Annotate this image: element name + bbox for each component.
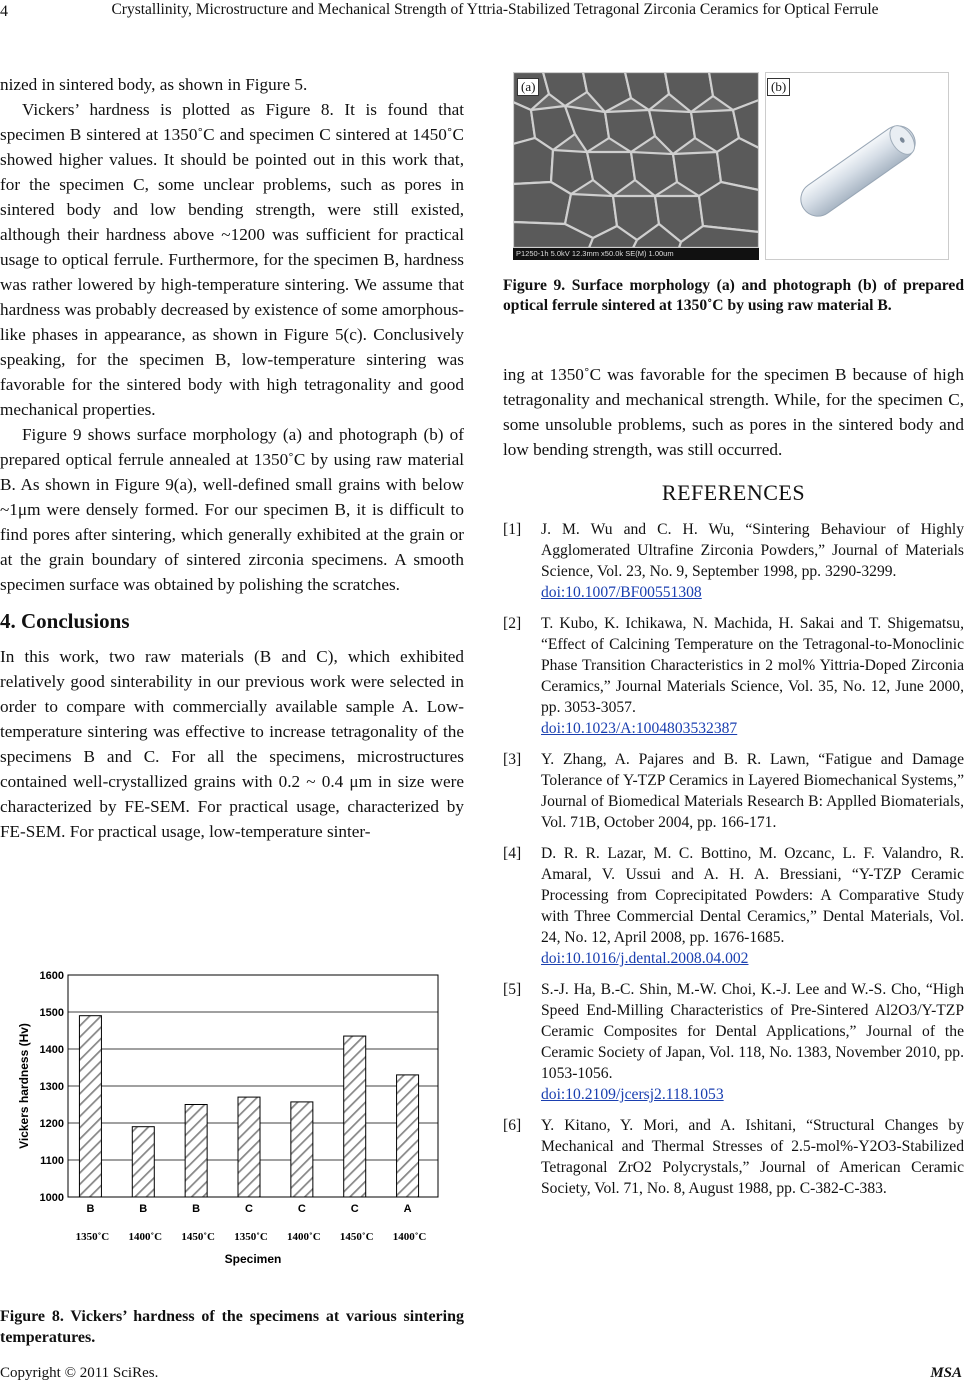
ferrule-image (766, 73, 948, 259)
y-tick-label: 1600 (39, 970, 64, 982)
right-column (503, 362, 964, 1209)
reference-item (503, 519, 964, 603)
chart-bars (79, 1016, 418, 1197)
reference-item (503, 979, 964, 1105)
reference-number: [3] (503, 751, 522, 768)
reference-number: [1] (503, 521, 522, 538)
x-category-label: B (139, 1203, 148, 1215)
bar (79, 1016, 101, 1197)
x-temperature-label: 1400˚C (392, 1231, 427, 1243)
x-temperature-label: 1400˚C (287, 1231, 321, 1243)
reference-item (503, 613, 964, 739)
y-tick-label: 1500 (39, 1007, 64, 1019)
doi-link[interactable]: doi:10.2109/jcersj2.118.1053 (541, 1086, 724, 1103)
page-header (0, 0, 968, 44)
references-heading: REFERENCES (661, 480, 806, 505)
bar (238, 1097, 260, 1197)
figure-9-caption: Figure 9. Surface morphology (a) and photograph (b) of prepared optical ferrule sintered at 1350˚C by using raw material B. (503, 277, 964, 314)
page-footer (0, 1365, 968, 1382)
bar (397, 1075, 419, 1197)
x-temperature-label: 1400˚C (128, 1231, 163, 1243)
doi-link[interactable]: doi:10.1023/A:1004803532387 (541, 720, 738, 737)
reference-text: D. R. R. Lazar, M. C. Bottino, M. Ozcanc, L. F. Valandro, R. Amaral, V. Ussui and A. H. A. Bressiani, “Y-TZP Ceramic Processing from Coprecipitated Powders: A Comparative Study with Three Commercial Dental Ceramics,” Dental Materials, Vol. 24, No. 12, April 2008, pp. 1676-1685. (541, 845, 964, 946)
journal-abbrev: MSA (930, 1365, 962, 1381)
y-tick-label: 1300 (39, 1081, 64, 1093)
ferrule-photograph (765, 72, 949, 260)
reference-text: S.-J. Ha, B.-C. Shin, M.-W. Choi, K.-J. Lee and W.-S. Cho, “High Speed End-Milling Characteristics of Pre-Sintered Al2O3/Y-TZP Ceramic Composites for Dental Applications,” Journal of the Ceramic Society of Japan, Vol. 118, No. 1383, November 2010, pp. 1053-1056. (541, 981, 964, 1082)
bar (185, 1105, 207, 1198)
page-number: 4 (0, 3, 8, 20)
x-category-label: C (297, 1203, 306, 1215)
reference-text: Y. Kitano, Y. Mori, and A. Ishitani, “Structural Changes by Mechanical and Thermal Stresses of 2.5-mol%-Y2O3-Stabilized Tetragonal ZrO2 Polycrystals,” Journal of American Ceramic Society, Vol. 71, No. 8, August 1988, pp. C-382-C-383. (541, 1117, 964, 1197)
grain-texture (513, 72, 759, 248)
x-temperature-label: 1350˚C (75, 1231, 110, 1243)
y-tick-label: 1200 (39, 1118, 64, 1130)
bar (132, 1127, 154, 1197)
figure-8-chart (10, 970, 470, 1280)
section-heading-conclusions: 4. Conclusions (0, 609, 130, 633)
reference-list (503, 519, 964, 1199)
left-column (0, 72, 464, 844)
figure-9b-label: (b) (767, 78, 790, 96)
figure-9 (513, 72, 949, 262)
x-category-label: B (86, 1203, 95, 1215)
reference-item (503, 749, 964, 833)
figure-8-caption: Figure 8. Vickers’ hardness of the specimens at various sintering temperatures. (0, 1308, 464, 1346)
left-paragraph-3: Figure 9 shows surface morphology (a) and photograph (b) of prepared optical ferrule annealed at 1350˚C by using raw material B. As shown in Figure 9(a), well-defined small grains with below ~1μm were densely formed. For our specimen B, it is difficult to find pores after sintering, which generally exhibited at the grain or at the grain boundary of sintered zirconia specimens. A smooth specimen surface was obtained by polishing the scratches. (0, 425, 464, 594)
x-category-label: B (192, 1203, 201, 1215)
reference-item (503, 843, 964, 969)
x-category-label: C (350, 1203, 359, 1215)
y-tick-labels (40, 970, 64, 1204)
sem-info-bar: P1250-1h 5.0kV 12.3mm x50.0k SE(M) 1.00um (513, 248, 759, 260)
left-paragraph-2: Vickers’ hardness is plotted as Figure 8. It is found that specimen B sintered at 1350˚C and specimen C sintered at 1450˚C showed higher values. It should be pointed out in this work that, for the specimen C, some unclear problems, such as pores in sintered body and low bending strength, were still existed, although their hardness above ~1200 was sufficient for practical usage to optical ferrule. Furthermore, for the specimen B, hardness was rather lowered by high-temperature sintering. We assume that hardness was probably decreased by existence of some amorphous-like phases in appearance, as shown in Figure 5(c). Conclusively speaking, for the specimen B, low-temperature sintering was favorable for the sintered body with high tetragonality and good mechanical properties. (0, 100, 464, 419)
x-category-label: A (403, 1203, 412, 1215)
x-temperature-labels (76, 1231, 427, 1243)
reference-item (503, 1115, 964, 1199)
x-axis-label: Specimen (224, 1252, 282, 1266)
x-category-labels (86, 1203, 411, 1215)
reference-text: Y. Zhang, A. Pajares and B. R. Lawn, “Fatigue and Damage Tolerance of Y-TZP Ceramics in Layered Biomechanical Systems,” Journal of Biomedical Materials Research B: Applled Biomaterials, Vol. 71B, October 2004, pp. 166-171. (541, 751, 964, 831)
x-category-label: C (245, 1203, 253, 1215)
sem-micrograph-image (513, 72, 759, 260)
y-tick-label: 1100 (40, 1155, 64, 1167)
reference-text: T. Kubo, K. Ichikawa, N. Machida, H. Sakai and T. Shigematsu, “Effect of Calcining Temperature on the Tetragonal-to-Monoclinic Phase Transition Characteristics in 2 mol% Yittria-Doped Zirconia Ceramics,” Journal Materials Science, Vol. 35, No. 12, June 2000, pp. 3053-3057. (541, 615, 964, 716)
x-temperature-label: 1350˚C (234, 1231, 268, 1243)
x-temperature-label: 1450˚C (181, 1231, 215, 1243)
left-paragraph-1: nized in sintered body, as shown in Figure 5. (0, 75, 308, 94)
left-paragraph-4: In this work, two raw materials (B and C), which exhibited relatively good sinterability in our previous work were selected in order to compare with commercially available sample A. Low-temperature sintering was effective to increase tetragonality of the specimens B and C. For all the specimens, microstructures contained well-crystallized grains with 0.2 ~ 0.4 μm in size were characterized by FE-SEM. For practical usage, characterized by FE-SEM. For practical usage, low-temperature sinter- (0, 647, 464, 841)
copyright-text: Copyright © 2011 SciRes. (0, 1365, 159, 1381)
reference-number: [4] (503, 845, 522, 862)
x-temperature-label: 1450˚C (339, 1231, 374, 1243)
bar (344, 1036, 366, 1197)
reference-number: [5] (503, 981, 522, 998)
y-axis-label: Vickers hardness (Hv) (17, 1023, 31, 1149)
reference-number: [6] (503, 1117, 522, 1134)
right-paragraph-1: ing at 1350˚C was favorable for the specimen B because of high tetragonality and mechanical strength. While, for the specimen C, some unsoluble problems, such as pores in the sintered body and low bending strength, was still occurred. (503, 365, 964, 459)
bar (291, 1102, 313, 1197)
reference-number: [2] (503, 615, 522, 632)
figure-9a-label: (a) (517, 78, 539, 96)
doi-link[interactable]: doi:10.1016/j.dental.2008.04.002 (541, 950, 749, 967)
doi-link[interactable]: doi:10.1007/BF00551308 (541, 584, 702, 601)
y-tick-label: 1400 (39, 1044, 64, 1056)
y-tick-label: 1000 (39, 1192, 64, 1204)
reference-text: J. M. Wu and C. H. Wu, “Sintering Behaviour of Highly Agglomerated Ultrafine Zirconia Powders,” Journal of Materials Science, Vol. 23, No. 9, September 1998, pp. 3290-3299. (541, 521, 964, 580)
running-title: Crystallinity, Microstructure and Mechanical Strength of Yttria-Stabilized Tetragonal Zirconia Ceramics for Optical Ferrule (111, 1, 879, 18)
